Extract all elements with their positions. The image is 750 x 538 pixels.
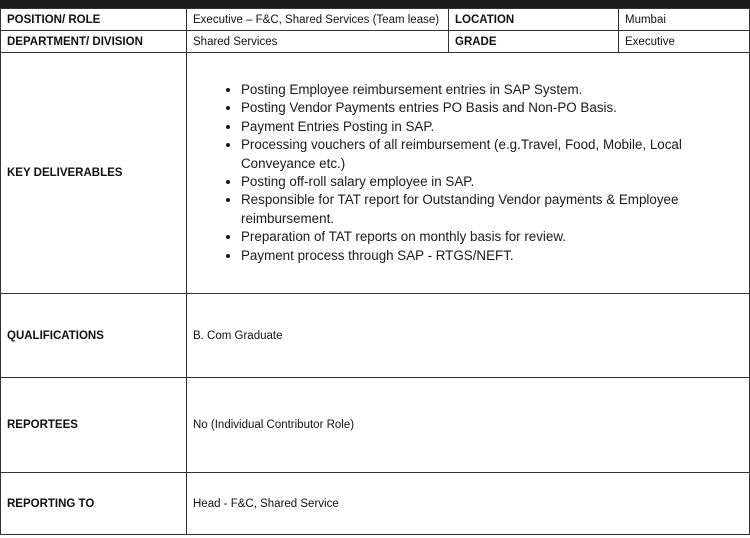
- list-item: • Payment Entries Posting in SAP.: [241, 118, 743, 136]
- reportees-value: No (Individual Contributor Role): [187, 378, 750, 473]
- key-deliverables-row: [1, 53, 750, 294]
- reportees-row: [1, 378, 750, 473]
- key-deliverables-list: [193, 81, 743, 265]
- position-value: Executive – F&C, Shared Services (Team lease): [187, 9, 449, 31]
- location-label: LOCATION: [449, 9, 619, 31]
- position-row: [1, 9, 750, 31]
- department-value: Shared Services: [187, 31, 449, 53]
- list-item: • Processing vouchers of all reimbursement (e.g.Travel, Food, Mobile, Local Conveyance etc.): [241, 136, 743, 173]
- department-label: DEPARTMENT/ DIVISION: [1, 31, 187, 53]
- reportees-label: REPORTEES: [1, 378, 187, 473]
- location-value: Mumbai: [619, 9, 750, 31]
- list-item: • Preparation of TAT reports on monthly basis for review.: [241, 228, 743, 246]
- list-item: • Posting off-roll salary employee in SAP.: [241, 173, 743, 191]
- reporting-to-label: REPORTING TO: [1, 473, 187, 535]
- grade-label: GRADE: [449, 31, 619, 53]
- grade-value: Executive: [619, 31, 750, 53]
- qualifications-row: [1, 294, 750, 378]
- key-deliverables-label: KEY DELIVERABLES: [1, 53, 187, 294]
- key-deliverables-cell: [187, 53, 750, 294]
- reporting-to-value: Head - F&C, Shared Service: [187, 473, 750, 535]
- top-border-bar: [0, 0, 750, 8]
- list-item: • Responsible for TAT report for Outstanding Vendor payments & Employee reimbursement.: [241, 191, 743, 228]
- list-item: • Payment process through SAP - RTGS/NEFT.: [241, 247, 743, 265]
- qualifications-label: QUALIFICATIONS: [1, 294, 187, 378]
- qualifications-value: B. Com Graduate: [187, 294, 750, 378]
- list-item: • Posting Vendor Payments entries PO Basis and Non-PO Basis.: [241, 99, 743, 117]
- position-label: POSITION/ ROLE: [1, 9, 187, 31]
- department-row: [1, 31, 750, 53]
- list-item: • Posting Employee reimbursement entries in SAP System.: [241, 81, 743, 99]
- reporting-to-row: [1, 473, 750, 535]
- job-description-table: [0, 8, 750, 535]
